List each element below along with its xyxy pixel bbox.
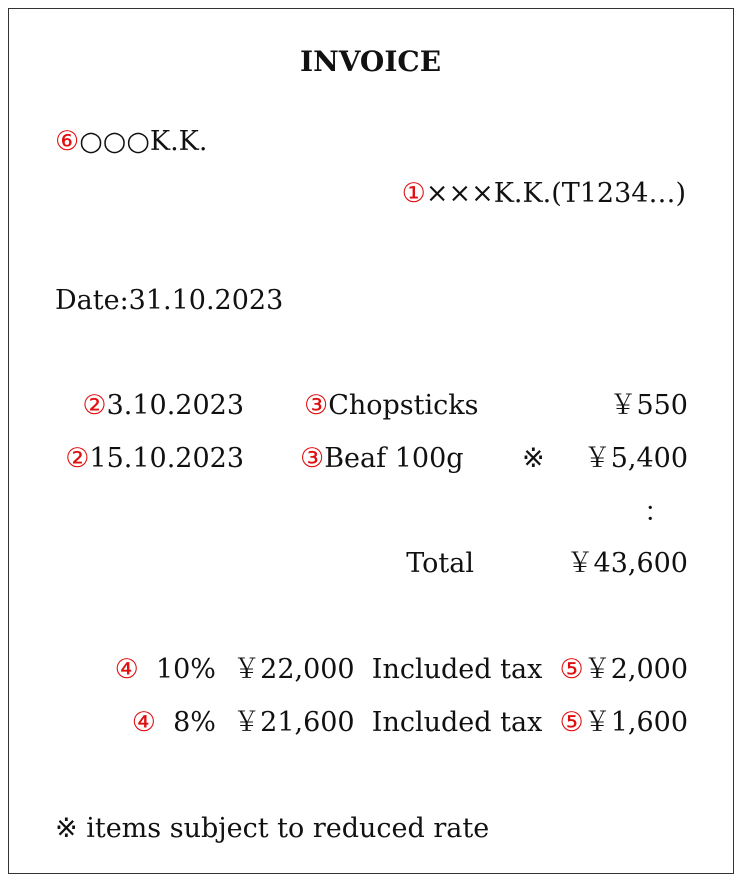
recipient-marker: ⑥ (55, 126, 80, 157)
item-name-marker: ③ (304, 390, 329, 421)
item-name (300, 442, 464, 476)
tax-amount: ￥2,000 (583, 654, 688, 685)
item-date-marker: ② (65, 443, 90, 474)
total-amount: ￥43,600 (566, 548, 688, 579)
item-date-marker: ② (82, 390, 107, 421)
continuation-mark: ： (644, 497, 671, 528)
invoice-title: INVOICE (300, 45, 442, 78)
tax-amount-marker: ⑤ (559, 707, 584, 738)
recipient-name: ○○○K.K. (79, 126, 208, 157)
item-name-marker: ③ (300, 443, 325, 474)
recipient-line (55, 125, 207, 159)
issuer-marker: ① (401, 178, 426, 209)
item-date (82, 389, 244, 423)
issuer-line (402, 177, 686, 211)
issuer-name: ×××K.K.(T1234…) (425, 178, 686, 209)
tax-label: Included tax (371, 707, 543, 738)
tax-rate: 10% (155, 654, 216, 685)
item-name (304, 389, 479, 423)
item-date (65, 442, 244, 476)
tax-row (132, 706, 688, 740)
item-date-value: 3.10.2023 (106, 390, 244, 421)
item-name-value: Beaf 100g (324, 443, 464, 474)
item-amount: ￥550 (609, 390, 688, 421)
item-name-value: Chopsticks (328, 390, 479, 421)
footnote: ※ items subject to reduced rate (55, 813, 490, 844)
reduced-rate-mark: ※ (522, 443, 545, 474)
invoice-date: Date:31.10.2023 (55, 285, 284, 316)
tax-rate-marker: ④ (131, 707, 156, 738)
tax-amount: ￥1,600 (583, 707, 688, 738)
tax-base: ￥22,000 (233, 654, 355, 685)
total-label: Total (406, 548, 474, 579)
tax-rate: 8% (173, 707, 216, 738)
tax-row (115, 653, 688, 687)
tax-rate-marker: ④ (114, 654, 139, 685)
item-amount: ￥5,400 (583, 443, 688, 474)
tax-base: ￥21,600 (233, 707, 355, 738)
tax-amount-marker: ⑤ (559, 654, 584, 685)
tax-label: Included tax (371, 654, 543, 685)
item-date-value: 15.10.2023 (89, 443, 244, 474)
